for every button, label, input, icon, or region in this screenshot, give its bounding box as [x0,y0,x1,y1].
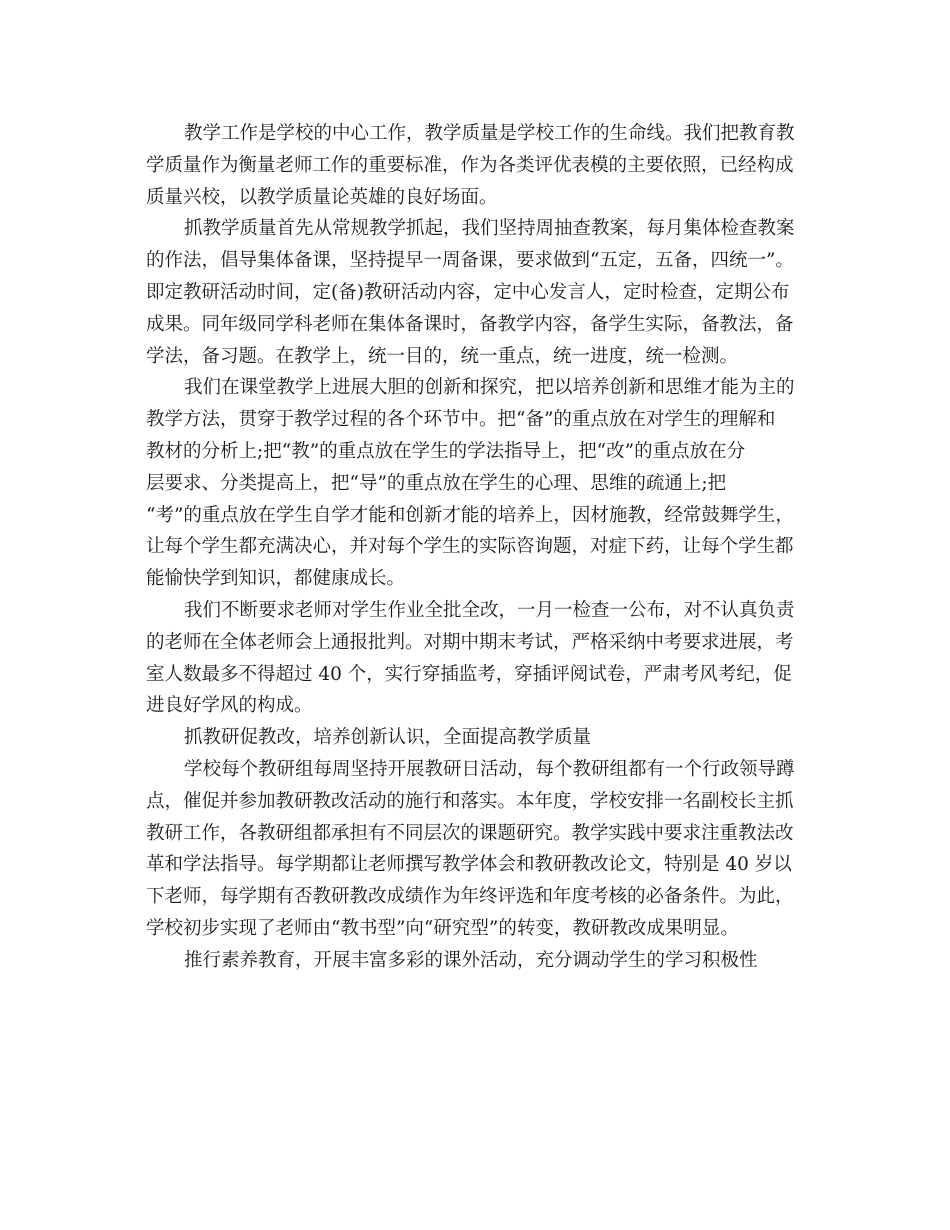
text-line: 室人数最多不得超过 40 个，实行穿插监考，穿插评阅试卷，严肃考风考纪，促 [146,663,792,685]
text-line: 点，催促并参加教研教改活动的施行和落实。本年度，学校安排一名副校长主抓 [146,790,794,812]
text-line: 我们在课堂教学上进展大胆的创新和探究，把以培养创新和思维才能为主的 [184,377,795,399]
paragraph [146,945,810,977]
text-line: 的作法，倡导集体备课，坚持提早一周备课，要求做到“五定，五备，四统一”。 [146,250,794,272]
text-line: 让每个学生都充满决心，并对每个学生的实际咨询题，对症下药，让每个学生都 [146,536,794,558]
text-line: “考”的重点放在学生自学才能和创新才能的培养上，因材施教，经常鼓舞学生， [146,504,794,526]
text-line: 教材的分析上;把“教”的重点放在学生的学法指导上，把“改”的重点放在分 [146,440,746,462]
paragraph [146,595,810,722]
text-line: 进良好学风的构成。 [146,695,313,717]
paragraph [146,722,810,754]
text-line: 的老师在全体老师会上通报批判。对期中期末考试，严格采纳中考要求进展，考 [146,631,794,653]
paragraph [146,372,810,595]
text-line: 教研工作，各教研组都承担有不同层次的课题研究。教学实践中要求注重教法改 [146,822,794,844]
text-line: 我们不断要求老师对学生作业全批全改，一月一检查一公布，对不认真负责 [184,599,795,621]
text-line: 学校初步实现了老师由“教书型”向“研究型”的转变，教研教改成果明显。 [146,917,739,939]
paragraph [146,754,810,945]
text-line: 学质量作为衡量老师工作的重要标准，作为各类评优表模的主要依照，已经构成 [146,154,794,176]
text-line: 教学方法，贯穿于教学过程的各个环节中。把“备”的重点放在对学生的理解和 [146,409,776,431]
text-line: 即定教研活动时间，定(备)教研活动内容，定中心发言人，定时检查，定期公布 [146,281,790,303]
text-line: 推行素养教育，开展丰富多彩的课外活动，充分调动学生的学习积极性 [184,949,758,971]
text-line: 学校每个教研组每周坚持开展教研日活动，每个教研组都有一个行政领导蹲 [184,758,795,780]
text-line: 能愉快学到知识，都健康成长。 [146,568,406,590]
paragraph [146,118,810,213]
text-line: 层要求、分类提高上，把“导”的重点放在学生的心理、思维的疏通上;把 [146,472,727,494]
text-line: 教学工作是学校的中心工作，教学质量是学校工作的生命线。我们把教育教 [184,123,795,144]
text-line: 抓教研促教改，培养创新认识，全面提高教学质量 [184,727,592,749]
document-body [146,118,810,977]
paragraph [146,213,810,372]
text-line: 质量兴校，以教学质量论英雄的良好场面。 [146,186,498,208]
text-line: 革和学法指导。每学期都让老师撰写教学体会和教研教改论文，特别是 40 岁以 [146,854,792,876]
text-line: 抓教学质量首先从常规教学抓起，我们坚持周抽查教案，每月集体检查教案 [184,218,795,240]
text-line: 成果。同年级同学科老师在集体备课时，备教学内容，备学生实际，备教法，备 [146,313,794,335]
text-line: 学法，备习题。在教学上，统一目的，统一重点，统一进度，统一检测。 [146,345,739,367]
text-line: 下老师，每学期有否教研教改成绩作为年终评选和年度考核的必备条件。为此， [146,886,794,908]
